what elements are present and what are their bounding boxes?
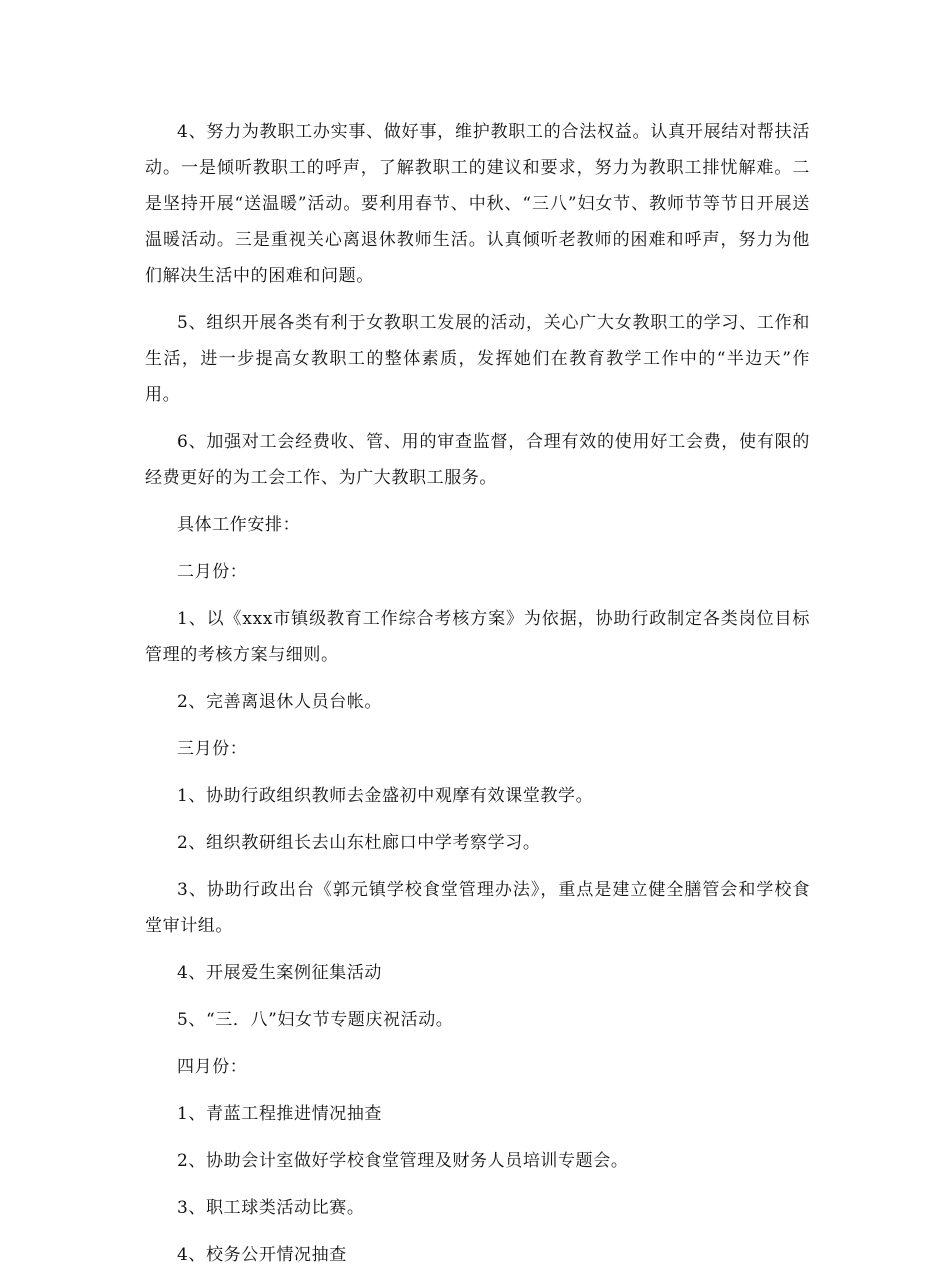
february-item-2: 2、完善离退休人员台帐。 xyxy=(177,692,383,712)
march-item-4: 4、开展爱生案例征集活动 xyxy=(177,963,383,983)
february-item-1: 1、以《xxx市镇级教育工作综合考核方案》为依据，协助行政制定各类岗位目标管理的考核方案与细则。 xyxy=(145,609,810,665)
paragraph-item-6: 6、加强对工会经费收、管、用的审查监督，合理有效的使用好工会费，使有限的经费更好的为工会工作、为广大教职工服务。 xyxy=(145,432,810,488)
april-item-1: 1、青蓝工程推进情况抽查 xyxy=(177,1104,383,1124)
march-item-5: 5、“三．八”妇女节专题庆祝活动。 xyxy=(177,1010,454,1030)
march-item-3: 3、协助行政出台《郭元镇学校食堂管理办法》，重点是建立健全膳管会和学校食堂审计组。 xyxy=(145,880,810,936)
month-february-heading: 二月份： xyxy=(177,562,248,582)
document-page xyxy=(145,114,810,1284)
march-item-2: 2、组织教研组长去山东杜廊口中学考察学习。 xyxy=(177,833,541,853)
april-item-2: 2、协助会计室做好学校食堂管理及财务人员培训专题会。 xyxy=(177,1151,629,1171)
april-item-3: 3、职工球类活动比赛。 xyxy=(177,1198,365,1218)
paragraph-item-5: 5、组织开展各类有利于女教职工发展的活动，关心广大女教职工的学习、工作和生活，进一步提高女教职工的整体素质，发挥她们在教育教学工作中的“半边天”作用。 xyxy=(145,313,810,405)
month-april-heading: 四月份： xyxy=(177,1057,248,1077)
paragraph-item-4: 4、努力为教职工办实事、做好事，维护教职工的合法权益。认真开展结对帮扶活动。一是倾听教职工的呼声，了解教职工的建议和要求，努力为教职工排忧解难。二是坚持开展“送温暖”活动。要利用春节、中秋、“三八”妇女节、教师节等节日开展送温暖活动。三是重视关心离退休教师生活。认真倾听老教师的困难和呼声，努力为他们解决生活中的困难和问题。 xyxy=(145,122,810,286)
april-item-4: 4、校务公开情况抽查 xyxy=(177,1245,347,1265)
march-item-1: 1、协助行政组织教师去金盛初中观摩有效课堂教学。 xyxy=(177,786,594,806)
month-march-heading: 三月份： xyxy=(177,739,248,759)
schedule-heading: 具体工作安排： xyxy=(177,515,301,535)
